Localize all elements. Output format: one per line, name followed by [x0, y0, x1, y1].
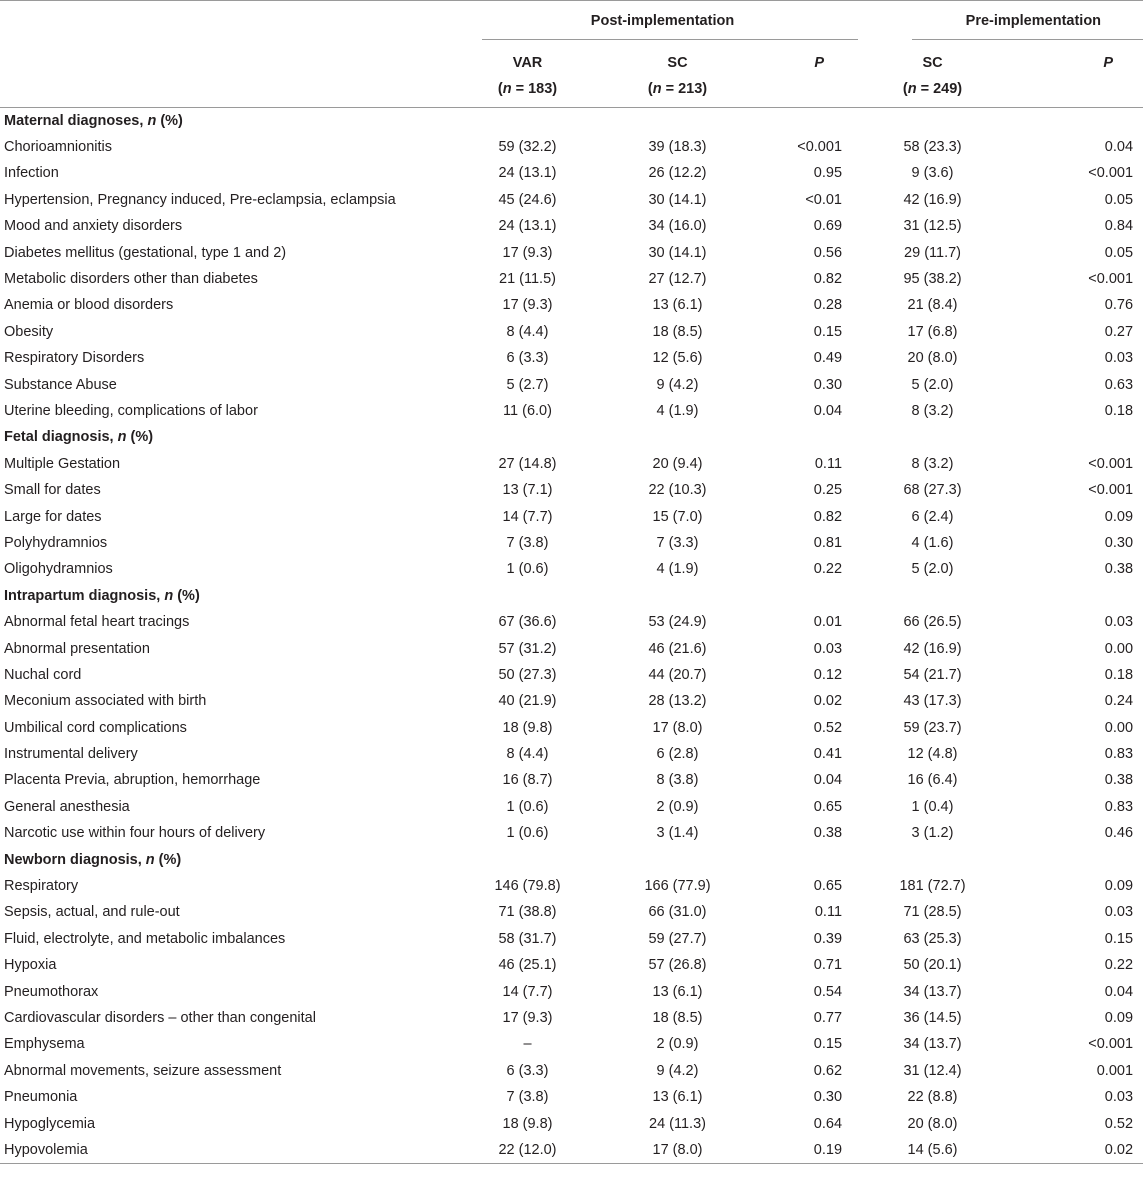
- cell-var: 17 (9.3): [502, 297, 553, 314]
- table-row: [0, 266, 1143, 292]
- cell-var: 45 (24.6): [498, 191, 557, 208]
- cell-p-post: 0.11: [814, 455, 843, 472]
- header-group-pre: Pre-implementation: [965, 12, 1102, 29]
- row-label: Polyhydramnios: [4, 534, 108, 551]
- cell-sc-post: 22 (10.3): [648, 482, 707, 499]
- cell-sc-pre: 5 (2.0): [911, 376, 954, 393]
- cell-p-post: 0.02: [813, 693, 843, 710]
- cell-p-pre: 0.05: [1104, 244, 1134, 261]
- cell-sc-post: 46 (21.6): [648, 640, 707, 657]
- header-empty-cell: [0, 1, 465, 41]
- table-row: [0, 1084, 1143, 1110]
- cell-sc-post: 34 (16.0): [648, 218, 707, 235]
- cell-p-post: 0.56: [813, 244, 843, 261]
- cell-sc-post: 13 (6.1): [652, 297, 703, 314]
- cell-sc-pre: 9 (3.6): [911, 165, 954, 182]
- cell-sc-post: 59 (27.7): [648, 930, 707, 947]
- header-group-post: Post-implementation: [590, 12, 735, 29]
- table-row: [0, 345, 1143, 371]
- cell-sc-pre: 16 (6.4): [907, 772, 958, 789]
- row-label: Abnormal presentation: [4, 640, 150, 657]
- cell-var: 14 (7.7): [502, 983, 553, 1000]
- cell-p-post: 0.95: [813, 165, 843, 182]
- cell-p-pre: 0.24: [1104, 693, 1134, 710]
- cell-p-post: 0.82: [813, 508, 843, 525]
- cell-sc-post: 18 (8.5): [652, 323, 703, 340]
- cell-var: 50 (27.3): [498, 666, 557, 683]
- header-col-p-post: P: [814, 55, 825, 71]
- cell-p-post: 0.30: [813, 1089, 843, 1106]
- cell-p-post: 0.19: [813, 1141, 843, 1158]
- table-row: [0, 477, 1143, 503]
- section-header-row: [0, 108, 1143, 134]
- table-row: [0, 160, 1143, 186]
- cell-sc-post: 13 (6.1): [652, 1089, 703, 1106]
- cell-p-pre: 0.18: [1104, 666, 1134, 683]
- cell-p-post: 0.39: [813, 930, 843, 947]
- cell-var: 1 (0.6): [506, 798, 549, 815]
- cell-p-pre: 0.22: [1104, 957, 1134, 974]
- cell-p-pre: 0.00: [1104, 640, 1134, 657]
- cell-sc-post: 2 (0.9): [656, 1036, 699, 1053]
- cell-sc-pre: 71 (28.5): [903, 904, 962, 921]
- cell-sc-post: 4 (1.9): [656, 561, 699, 578]
- row-label: Instrumental delivery: [4, 746, 138, 763]
- table-row: [0, 1031, 1143, 1057]
- table-row: [0, 398, 1143, 424]
- table-row: [0, 319, 1143, 345]
- row-label: Oligohydramnios: [4, 561, 113, 578]
- row-label: Nuchal cord: [4, 666, 82, 683]
- cell-sc-post: 44 (20.7): [648, 666, 707, 683]
- cell-sc-post: 24 (11.3): [649, 1115, 706, 1132]
- row-label: Abnormal movements, seizure assessment: [4, 1062, 282, 1079]
- cell-sc-pre: 34 (13.7): [903, 983, 962, 1000]
- cell-sc-pre: 20 (8.0): [907, 1115, 958, 1132]
- table-row: [0, 820, 1143, 846]
- cell-sc-pre: 181 (72.7): [899, 878, 966, 895]
- cell-var: 8 (4.4): [506, 746, 549, 763]
- cell-sc-post: 39 (18.3): [648, 139, 707, 156]
- table-row: [0, 187, 1143, 213]
- cell-sc-pre: 31 (12.5): [903, 218, 962, 235]
- cell-p-post: 0.81: [813, 534, 843, 551]
- row-label: Multiple Gestation: [4, 455, 121, 472]
- cell-p-pre: 0.09: [1104, 878, 1134, 895]
- row-label: Hypoxia: [4, 957, 57, 974]
- cell-p-post: 0.25: [813, 482, 843, 499]
- row-label: Respiratory Disorders: [4, 350, 145, 367]
- cell-var: 17 (9.3): [502, 244, 553, 261]
- row-label: Cardiovascular disorders – other than congenital: [4, 1009, 316, 1026]
- cell-sc-post: 30 (14.1): [648, 244, 707, 261]
- row-label: Respiratory: [4, 878, 79, 895]
- row-label: Hypoglycemia: [4, 1115, 96, 1132]
- cell-p-pre: 0.52: [1104, 1115, 1134, 1132]
- cell-sc-pre: 12 (4.8): [907, 746, 958, 763]
- row-label: Fluid, electrolyte, and metabolic imbalances: [4, 930, 286, 947]
- cell-var: 8 (4.4): [506, 323, 549, 340]
- row-label: Abnormal fetal heart tracings: [4, 614, 190, 631]
- cell-p-pre: 0.00: [1104, 719, 1134, 736]
- cell-sc-post: 53 (24.9): [648, 614, 707, 631]
- cell-var: 17 (9.3): [502, 1009, 553, 1026]
- cell-sc-pre: 58 (23.3): [903, 139, 962, 156]
- cell-p-post: 0.64: [813, 1115, 843, 1132]
- cell-var: 1 (0.6): [506, 825, 549, 842]
- cell-sc-post: 28 (13.2): [648, 693, 707, 710]
- cell-sc-pre: 14 (5.6): [907, 1141, 958, 1158]
- section-title: Newborn diagnosis, n (%): [4, 851, 182, 868]
- cell-p-pre: 0.03: [1104, 1089, 1134, 1106]
- header-group-row: [0, 1, 1143, 41]
- cell-p-post: 0.22: [813, 561, 843, 578]
- row-label: Chorioamnionitis: [4, 139, 112, 156]
- row-label: Narcotic use within four hours of delivery: [4, 825, 266, 842]
- row-label: Mood and anxiety disorders: [4, 218, 183, 235]
- cell-p-pre: <0.001: [1088, 1036, 1134, 1053]
- cell-var: 13 (7.1): [502, 482, 553, 499]
- cell-var: 11 (6.0): [503, 402, 552, 419]
- row-label: Substance Abuse: [4, 376, 117, 393]
- cell-p-pre: 0.76: [1104, 297, 1134, 314]
- table-row: [0, 530, 1143, 556]
- cell-sc-post: 4 (1.9): [656, 402, 699, 419]
- row-label: Hypovolemia: [4, 1141, 88, 1158]
- cell-var: 5 (2.7): [506, 376, 549, 393]
- header-col-var: VAR (n = 183): [497, 55, 558, 97]
- cell-var: 6 (3.3): [506, 1062, 549, 1079]
- cell-p-post: 0.28: [813, 297, 843, 314]
- section-title: Maternal diagnoses, n (%): [4, 112, 183, 129]
- cell-sc-post: 27 (12.7): [648, 271, 707, 288]
- row-label: Placenta Previa, abruption, hemorrhage: [4, 772, 261, 789]
- cell-sc-pre: 6 (2.4): [911, 508, 954, 525]
- cell-var: 18 (9.8): [502, 719, 553, 736]
- section-header-row: [0, 424, 1143, 450]
- header-label-cell: [0, 40, 465, 108]
- post-implementation-rule: [482, 39, 858, 40]
- cell-p-pre: 0.05: [1104, 191, 1134, 208]
- cell-sc-pre: 4 (1.6): [911, 534, 954, 551]
- cell-sc-pre: 21 (8.4): [907, 297, 958, 314]
- cell-var: 1 (0.6): [506, 561, 549, 578]
- cell-var: 46 (25.1): [498, 957, 557, 974]
- cell-p-pre: 0.46: [1104, 825, 1134, 842]
- table-row: [0, 635, 1143, 661]
- cell-var: 57 (31.2): [498, 640, 557, 657]
- cell-var: 59 (32.2): [498, 139, 557, 156]
- cell-sc-post: 26 (12.2): [648, 165, 707, 182]
- cell-p-pre: 0.03: [1104, 350, 1134, 367]
- cell-sc-pre: 66 (26.5): [903, 614, 962, 631]
- table-row: [0, 213, 1143, 239]
- cell-sc-pre: 1 (0.4): [911, 798, 954, 815]
- section-header-row: [0, 583, 1143, 609]
- cell-p-pre: 0.38: [1104, 561, 1134, 578]
- cell-sc-pre: 68 (27.3): [903, 482, 962, 499]
- cell-sc-post: 9 (4.2): [656, 376, 699, 393]
- cell-p-pre: 0.09: [1104, 1009, 1134, 1026]
- cell-sc-post: 8 (3.8): [656, 772, 699, 789]
- cell-var: 58 (31.7): [498, 930, 557, 947]
- table-row: [0, 371, 1143, 397]
- table-row: [0, 556, 1143, 582]
- table-row: [0, 794, 1143, 820]
- row-label: Hypertension, Pregnancy induced, Pre-eclampsia, eclampsia: [4, 191, 396, 208]
- cell-p-post: 0.38: [813, 825, 843, 842]
- cell-var: 7 (3.8): [506, 1089, 549, 1106]
- cell-sc-pre: 34 (13.7): [903, 1036, 962, 1053]
- cell-var: 27 (14.8): [498, 455, 557, 472]
- cell-var: 40 (21.9): [498, 693, 557, 710]
- cell-sc-post: 20 (9.4): [652, 455, 703, 472]
- cell-var: 7 (3.8): [506, 534, 549, 551]
- cell-sc-pre: 95 (38.2): [903, 271, 962, 288]
- cell-p-post: 0.54: [813, 983, 843, 1000]
- cell-p-post: 0.62: [813, 1062, 843, 1079]
- cell-p-post: 0.30: [813, 376, 843, 393]
- cell-sc-pre: 31 (12.4): [903, 1062, 962, 1079]
- table-row: [0, 609, 1143, 635]
- cell-var: 24 (13.1): [498, 165, 557, 182]
- table-row: [0, 767, 1143, 793]
- header-col-sc-post: SC (n = 213): [647, 55, 708, 97]
- cell-sc-pre: 8 (3.2): [911, 455, 954, 472]
- table-row: [0, 873, 1143, 899]
- table-row: [0, 978, 1143, 1004]
- row-label: Metabolic disorders other than diabetes: [4, 271, 258, 288]
- cell-p-pre: 0.83: [1104, 798, 1134, 815]
- cell-p-pre: 0.001: [1096, 1062, 1134, 1079]
- row-label: Pneumonia: [4, 1089, 78, 1106]
- pre-implementation-rule: [912, 39, 1143, 40]
- cell-p-pre: 0.63: [1104, 376, 1134, 393]
- cell-sc-post: 66 (31.0): [648, 904, 707, 921]
- cell-p-post: 0.12: [813, 666, 843, 683]
- section-title: Fetal diagnosis, n (%): [4, 429, 154, 446]
- cell-p-post: 0.41: [813, 746, 843, 763]
- cell-sc-post: 18 (8.5): [652, 1009, 703, 1026]
- cell-p-post: 0.04: [813, 772, 843, 789]
- header-columns-row: [0, 40, 1143, 108]
- cell-sc-post: 3 (1.4): [656, 825, 699, 842]
- cell-sc-pre: 29 (11.7): [904, 244, 961, 261]
- cell-sc-pre: 20 (8.0): [907, 350, 958, 367]
- cell-p-pre: 0.03: [1104, 904, 1134, 921]
- cell-p-pre: 0.04: [1104, 983, 1134, 1000]
- cell-p-post: 0.04: [813, 402, 843, 419]
- table-row: [0, 662, 1143, 688]
- cell-sc-post: 57 (26.8): [648, 957, 707, 974]
- cell-p-pre: <0.001: [1088, 165, 1134, 182]
- section-title: Intrapartum diagnosis, n (%): [4, 587, 200, 604]
- cell-p-post: 0.52: [813, 719, 843, 736]
- row-label: Infection: [4, 165, 59, 182]
- cell-p-post: 0.01: [813, 614, 843, 631]
- cell-sc-post: 13 (6.1): [652, 983, 703, 1000]
- cell-p-pre: 0.83: [1104, 746, 1134, 763]
- table-row: [0, 1058, 1143, 1084]
- cell-p-post: 0.11: [814, 904, 843, 921]
- table-row: [0, 451, 1143, 477]
- cell-var: 67 (36.6): [498, 614, 557, 631]
- cell-var: 146 (79.8): [494, 878, 561, 895]
- row-label: Small for dates: [4, 482, 101, 499]
- cell-p-post: 0.69: [813, 218, 843, 235]
- cell-p-pre: <0.001: [1088, 455, 1134, 472]
- table-row: [0, 1110, 1143, 1136]
- cell-p-pre: 0.27: [1104, 323, 1134, 340]
- cell-sc-pre: 43 (17.3): [903, 693, 962, 710]
- cell-sc-pre: 63 (25.3): [903, 930, 962, 947]
- cell-sc-pre: 3 (1.2): [911, 825, 954, 842]
- cell-sc-post: 7 (3.3): [656, 534, 699, 551]
- cell-sc-pre: 42 (16.9): [903, 191, 962, 208]
- cell-sc-post: 30 (14.1): [648, 191, 707, 208]
- table-row: [0, 1005, 1143, 1031]
- cell-p-post: 0.77: [813, 1009, 843, 1026]
- cell-sc-post: 15 (7.0): [652, 508, 703, 525]
- table-row: [0, 741, 1143, 767]
- header-col-sc-pre: SC (n = 249): [902, 55, 963, 97]
- cell-var: 18 (9.8): [502, 1115, 553, 1132]
- row-label: General anesthesia: [4, 798, 130, 815]
- cell-sc-post: 6 (2.8): [656, 746, 699, 763]
- cell-p-post: 0.65: [813, 798, 843, 815]
- cell-sc-pre: 50 (20.1): [903, 957, 962, 974]
- cell-p-pre: 0.30: [1104, 534, 1134, 551]
- cell-var: 21 (11.5): [499, 271, 556, 288]
- cell-var: 14 (7.7): [502, 508, 553, 525]
- cell-p-post: 0.71: [813, 957, 843, 974]
- header-col-p-pre: P: [1103, 55, 1114, 71]
- cell-sc-pre: 36 (14.5): [903, 1009, 962, 1026]
- row-label: Pneumothorax: [4, 983, 99, 1000]
- cell-p-post: 0.15: [813, 1036, 843, 1053]
- row-label: Obesity: [4, 323, 54, 340]
- cell-p-pre: 0.15: [1104, 930, 1134, 947]
- table-row: [0, 714, 1143, 740]
- cell-sc-post: 12 (5.6): [652, 350, 703, 367]
- cell-sc-pre: 42 (16.9): [903, 640, 962, 657]
- cell-p-post: 0.03: [813, 640, 843, 657]
- cell-sc-pre: 17 (6.8): [907, 323, 958, 340]
- cell-var: 6 (3.3): [506, 350, 549, 367]
- row-label: Uterine bleeding, complications of labor: [4, 402, 258, 419]
- cell-sc-pre: 59 (23.7): [903, 719, 962, 736]
- cell-sc-pre: 54 (21.7): [903, 666, 962, 683]
- table-row: [0, 899, 1143, 925]
- section-header-row: [0, 846, 1143, 872]
- cell-sc-post: 166 (77.9): [644, 878, 711, 895]
- row-label: Sepsis, actual, and rule-out: [4, 904, 180, 921]
- table-row: [0, 1137, 1143, 1163]
- row-label: Large for dates: [4, 508, 102, 525]
- cell-p-post: 0.65: [813, 878, 843, 895]
- cell-p-post: 0.15: [813, 323, 843, 340]
- cell-sc-pre: 5 (2.0): [911, 561, 954, 578]
- cell-sc-post: 17 (8.0): [652, 719, 703, 736]
- cell-var: 24 (13.1): [498, 218, 557, 235]
- cell-p-pre: 0.84: [1104, 218, 1134, 235]
- cell-sc-post: 17 (8.0): [652, 1141, 703, 1158]
- cell-p-pre: <0.001: [1088, 271, 1134, 288]
- cell-var: –: [523, 1036, 532, 1053]
- table-row: [0, 688, 1143, 714]
- row-label: Umbilical cord complications: [4, 719, 187, 736]
- cell-var: 16 (8.7): [502, 772, 553, 789]
- cell-p-post: 0.49: [813, 350, 843, 367]
- row-label: Emphysema: [4, 1036, 85, 1053]
- cell-p-pre: 0.04: [1104, 139, 1134, 156]
- row-label: Meconium associated with birth: [4, 693, 207, 710]
- cell-p-pre: 0.09: [1104, 508, 1134, 525]
- cell-sc-post: 9 (4.2): [656, 1062, 699, 1079]
- cell-p-post: 0.82: [813, 271, 843, 288]
- cell-sc-pre: 8 (3.2): [911, 402, 954, 419]
- table-row: [0, 952, 1143, 978]
- cell-sc-pre: 22 (8.8): [907, 1089, 958, 1106]
- cell-sc-post: 2 (0.9): [656, 798, 699, 815]
- cell-p-post: <0.001: [797, 139, 843, 156]
- table-row: [0, 503, 1143, 529]
- cell-var: 71 (38.8): [498, 904, 557, 921]
- cell-p-pre: 0.38: [1104, 772, 1134, 789]
- table-row: [0, 292, 1143, 318]
- table-row: [0, 239, 1143, 265]
- cell-p-pre: 0.18: [1104, 402, 1134, 419]
- cell-p-pre: 0.02: [1104, 1141, 1134, 1158]
- cell-p-pre: 0.03: [1104, 614, 1134, 631]
- cell-var: 22 (12.0): [498, 1141, 557, 1158]
- table-row: [0, 926, 1143, 952]
- table-row: [0, 134, 1143, 160]
- row-label: Diabetes mellitus (gestational, type 1 and 2): [4, 244, 287, 261]
- cell-p-post: <0.01: [805, 191, 843, 208]
- cell-p-pre: <0.001: [1088, 482, 1134, 499]
- table-body: [0, 108, 1143, 1164]
- row-label: Anemia or blood disorders: [4, 297, 174, 314]
